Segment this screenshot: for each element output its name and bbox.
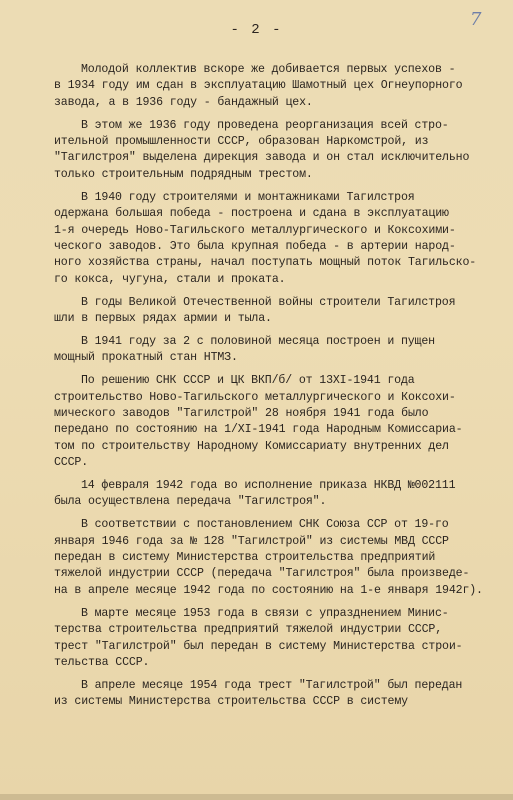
text-line: мощный прокатный стан НТМЗ. bbox=[54, 351, 238, 365]
text-line: завода, а в 1936 году - бандажный цех. bbox=[54, 95, 313, 109]
paragraph bbox=[54, 62, 494, 111]
text-line: го кокса, чугуна, стали и проката. bbox=[54, 272, 286, 286]
text-line: В 1941 году за 2 с половиной месяца построен и пущен bbox=[81, 334, 435, 348]
text-line: ческого заводов. Это была крупная победа - в артерии народ- bbox=[54, 239, 456, 253]
text-line: тельства СССР. bbox=[54, 655, 150, 669]
paragraph bbox=[54, 373, 494, 471]
text-line: По решению СНК СССР и ЦК ВКП/б/ от 13XI-1941 года bbox=[81, 374, 415, 388]
text-line: В соответствии с постановлением СНК Союза ССР от 19-го bbox=[81, 518, 449, 532]
paragraph bbox=[54, 606, 494, 672]
text-line: тяжелой индустрии СССР (передача "Тагилстроя" была произведе- bbox=[54, 567, 470, 581]
text-line: в 1934 году им сдан в эксплуатацию Шамотный цех Огнеупорного bbox=[54, 79, 463, 93]
text-line: В годы Великой Отечественной войны строители Тагилстроя bbox=[81, 295, 456, 309]
text-line: строительство Ново-Тагильского металлургического и Коксохи- bbox=[54, 390, 456, 404]
paragraph bbox=[54, 478, 494, 511]
text-line: шли в первых рядах армии и тыла. bbox=[54, 311, 272, 325]
text-line: "Тагилстроя" выделена дирекция завода и он стал исключительно bbox=[54, 151, 470, 165]
paragraph bbox=[54, 295, 494, 328]
text-line: ного хозяйства страны, начал поступать мощный поток Тагильско- bbox=[54, 256, 477, 270]
page-number: - 2 - bbox=[230, 22, 283, 38]
text-line: том по строительству Народному Комиссариату внутренних дел bbox=[54, 439, 449, 453]
text-line: мического заводов "Тагилстрой" 28 ноября 1941 года было bbox=[54, 406, 429, 420]
document-body bbox=[54, 62, 494, 717]
text-line: 14 февраля 1942 года во исполнение приказа НКВД №002111 bbox=[81, 478, 456, 492]
text-line: передано по состоянию на 1/XI-1941 года Народным Комиссариа- bbox=[54, 423, 463, 437]
paragraph bbox=[54, 678, 494, 711]
text-line: одержана большая победа - построена и сдана в эксплуатацию bbox=[54, 207, 449, 221]
text-line: В марте месяце 1953 года в связи с упразднением Минис- bbox=[81, 606, 449, 620]
paragraph bbox=[54, 118, 494, 184]
text-line: трест "Тагилстрой" был передан в систему Министерства строи- bbox=[54, 639, 463, 653]
handwritten-page-mark: 7 bbox=[470, 9, 482, 30]
text-line: была осуществлена передача "Тагилстроя". bbox=[54, 495, 327, 509]
page-bottom-edge bbox=[0, 794, 513, 800]
text-line: терства строительства предприятий тяжелой индустрии СССР, bbox=[54, 623, 443, 637]
text-line: Молодой коллектив вскоре же добивается первых успехов - bbox=[81, 63, 456, 76]
text-line: В этом же 1936 году проведена реорганизация всей стро- bbox=[81, 118, 449, 132]
text-line: ительной промышленности СССР, образован Наркомстрой, из bbox=[54, 135, 429, 149]
text-line: СССР. bbox=[54, 456, 89, 470]
text-line: января 1946 года за № 128 "Тагилстрой" из системы МВД СССР bbox=[54, 534, 449, 548]
paragraph bbox=[54, 334, 494, 367]
paragraph bbox=[54, 517, 494, 599]
text-line: В апреле месяце 1954 года трест "Тагилстрой" был передан bbox=[81, 678, 463, 692]
text-line: на в апреле месяце 1942 года по состоянию на 1-е января 1942г). bbox=[54, 583, 483, 597]
text-line: передан в систему Министерства строительства предприятий bbox=[54, 551, 436, 565]
paragraph bbox=[54, 190, 494, 288]
text-line: В 1940 году строителями и монтажниками Тагилстроя bbox=[81, 190, 415, 204]
text-line: 1-я очередь Ново-Тагильского металлургического и Коксохими- bbox=[54, 223, 456, 237]
text-line: из системы Министерства строительства СССР в систему bbox=[54, 695, 408, 709]
text-line: только строительным подрядным трестом. bbox=[54, 167, 313, 181]
